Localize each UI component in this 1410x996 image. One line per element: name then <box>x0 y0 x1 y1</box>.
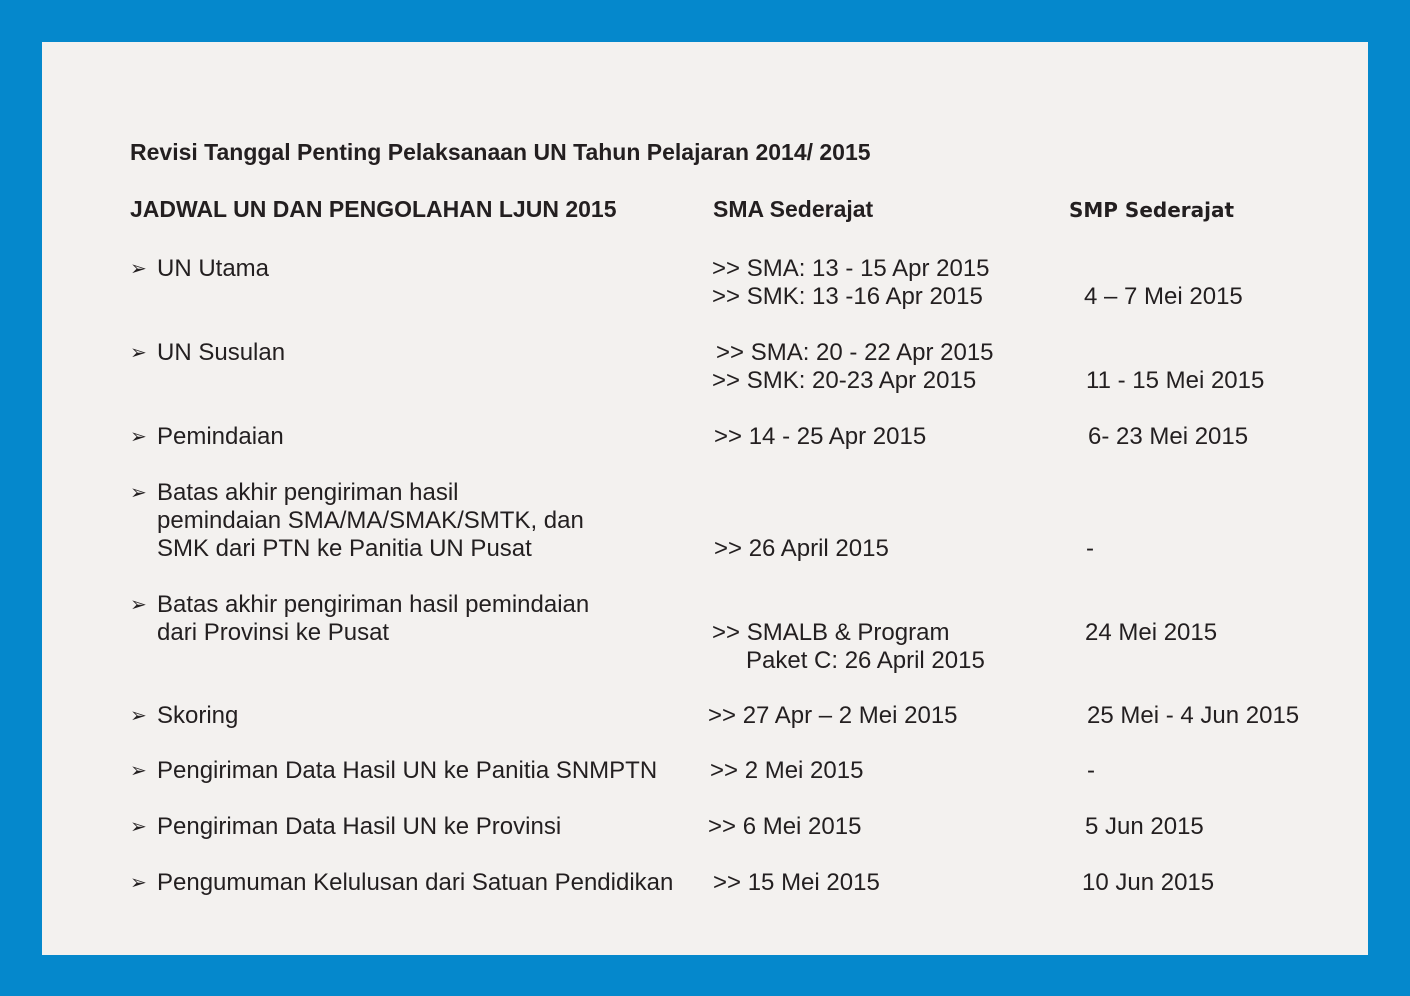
bullet-arrow-icon: ➢ <box>130 760 147 782</box>
bullet-arrow-icon: ➢ <box>130 258 147 280</box>
sma-date: Paket C: 26 April 2015 <box>746 647 985 674</box>
bullet-arrow-icon: ➢ <box>130 426 147 448</box>
smp-date: - <box>1087 757 1095 784</box>
smp-date: 5 Jun 2015 <box>1085 813 1204 840</box>
activity-label: SMK dari PTN ke Panitia UN Pusat <box>157 535 532 562</box>
sma-date: >> 2 Mei 2015 <box>710 757 864 784</box>
sma-date: >> 14 - 25 Apr 2015 <box>714 423 927 450</box>
activity-label: Batas akhir pengiriman hasil pemindaian <box>157 591 590 618</box>
bullet-arrow-icon: ➢ <box>130 816 147 838</box>
bullet-arrow-icon: ➢ <box>130 482 147 504</box>
smp-date: 24 Mei 2015 <box>1085 619 1218 646</box>
sma-date: >> SMALB & Program <box>712 619 950 646</box>
bullet-arrow-icon: ➢ <box>130 594 147 616</box>
sma-date: >> 26 April 2015 <box>714 535 889 562</box>
header-sma: SMA Sederajat <box>713 196 874 222</box>
activity-label: UN Susulan <box>157 339 286 366</box>
activity-label: Batas akhir pengiriman hasil <box>157 479 459 506</box>
smp-date: 25 Mei - 4 Jun 2015 <box>1087 702 1300 729</box>
header-activity: JADWAL UN DAN PENGOLAHAN LJUN 2015 <box>130 196 617 222</box>
page-title: Revisi Tanggal Penting Pelaksanaan UN Tahun Pelajaran 2014/ 2015 <box>130 139 871 165</box>
smp-date: - <box>1086 535 1094 562</box>
smp-date: 10 Jun 2015 <box>1082 869 1215 896</box>
sma-date: >> SMA: 13 - 15 Apr 2015 <box>712 255 990 282</box>
activity-label: pemindaian SMA/MA/SMAK/SMTK, dan <box>157 507 584 534</box>
sma-date: >> SMA: 20 - 22 Apr 2015 <box>716 339 994 366</box>
activity-label: Pengiriman Data Hasil UN ke Provinsi <box>157 813 562 840</box>
header-smp: SMP Sederajat <box>1069 198 1235 222</box>
smp-date: 4 – 7 Mei 2015 <box>1084 283 1243 310</box>
activity-label: Skoring <box>157 702 239 729</box>
activity-label: Pengiriman Data Hasil UN ke Panitia SNMPTN <box>157 757 658 784</box>
bullet-arrow-icon: ➢ <box>130 705 147 727</box>
activity-label: Pengumuman Kelulusan dari Satuan Pendidikan <box>157 869 674 896</box>
bullet-arrow-icon: ➢ <box>130 872 147 894</box>
activity-label: Pemindaian <box>157 423 284 450</box>
smp-date: 6- 23 Mei 2015 <box>1088 423 1249 450</box>
activity-label: UN Utama <box>157 255 270 282</box>
sma-date: >> 15 Mei 2015 <box>713 869 880 896</box>
sma-date: >> SMK: 13 -16 Apr 2015 <box>712 283 983 310</box>
sma-date: >> 27 Apr – 2 Mei 2015 <box>708 702 958 729</box>
sma-date: >> 6 Mei 2015 <box>708 813 862 840</box>
activity-label: dari Provinsi ke Pusat <box>157 619 390 646</box>
bullet-arrow-icon: ➢ <box>130 342 147 364</box>
smp-date: 11 - 15 Mei 2015 <box>1086 367 1265 394</box>
sma-date: >> SMK: 20-23 Apr 2015 <box>712 367 977 394</box>
